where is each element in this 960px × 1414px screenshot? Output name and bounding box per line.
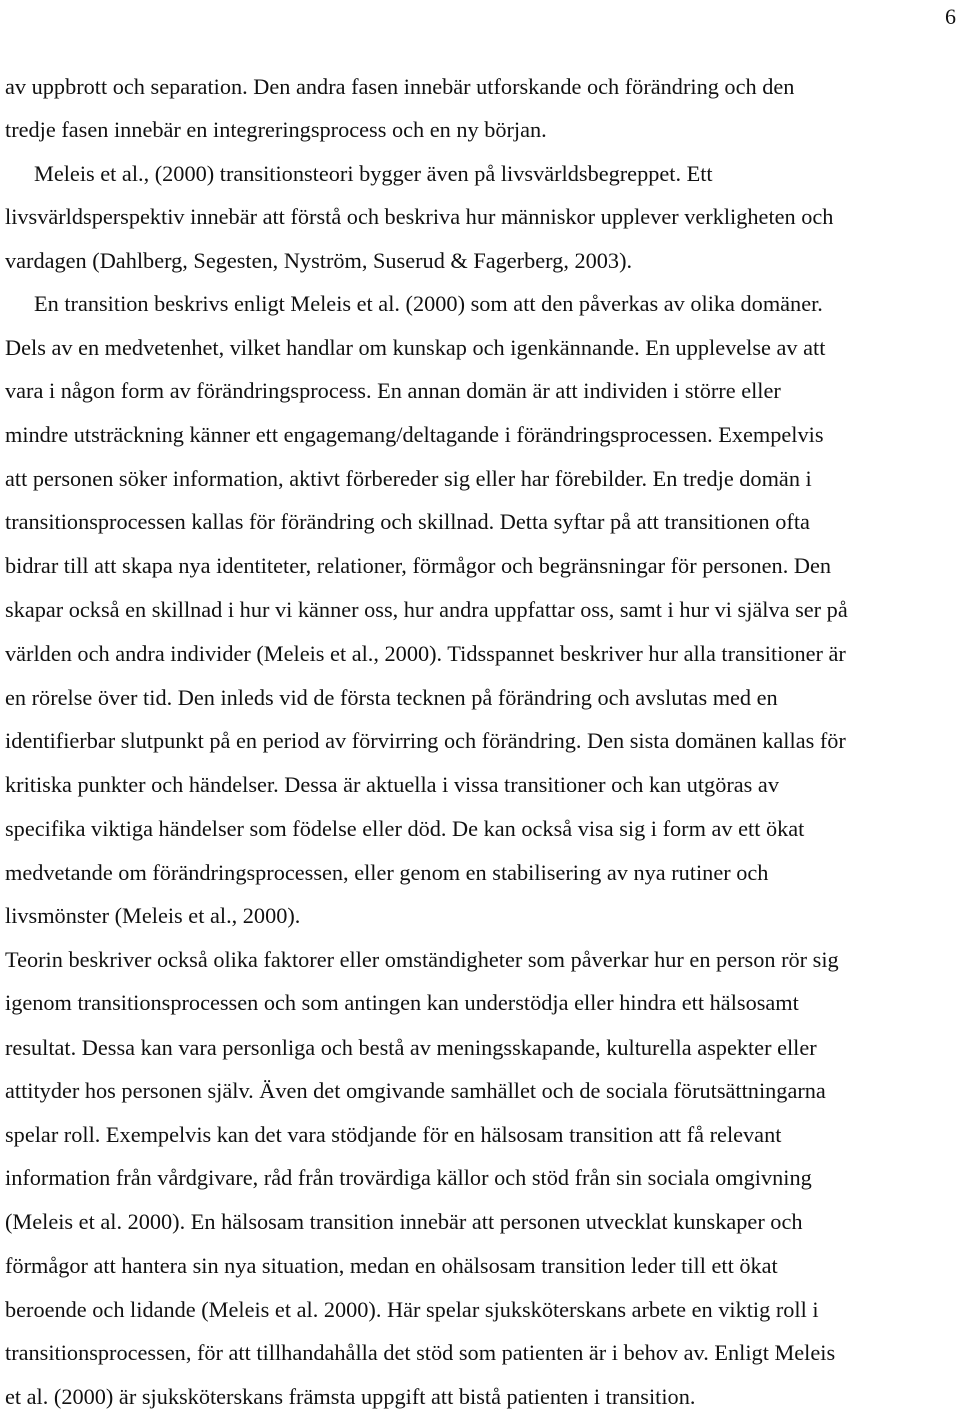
text-line: medvetande om förändringsprocessen, eller genom en stabilisering av nya rutiner och <box>5 860 769 885</box>
text-line: skapar också en skillnad i hur vi känner oss, hur andra uppfattar oss, samt i hur vi själva ser på <box>5 597 848 622</box>
text-line: bidrar till att skapa nya identiteter, relationer, förmågor och begränsningar för personen. Den <box>5 553 831 578</box>
text-line: beroende och lidande (Meleis et al. 2000). Här spelar sjuksköterskans arbete en viktig roll i <box>5 1297 819 1322</box>
text-line: spelar roll. Exempelvis kan det vara stödjande för en hälsosam transition att få relevant <box>5 1122 782 1147</box>
text-line: livsmönster (Meleis et al., 2000). <box>5 903 301 928</box>
text-line: identifierbar slutpunkt på en period av förvirring och förändring. Den sista domänen kallas för <box>5 728 846 753</box>
text-line: transitionsprocessen, för att tillhandahålla det stöd som patienten är i behov av. Enligt Meleis <box>5 1340 836 1365</box>
text-line: specifika viktiga händelser som födelse eller död. De kan också visa sig i form av ett ökat <box>5 816 805 841</box>
text-line: resultat. Dessa kan vara personliga och bestå av meningsskapande, kulturella aspekter eller <box>5 1035 817 1060</box>
text-line: av uppbrott och separation. Den andra fasen innebär utforskande och förändring och den <box>5 74 795 99</box>
text-line: tredje fasen innebär en integreringsprocess och en ny början. <box>5 117 547 142</box>
text-line: förmågor att hantera sin nya situation, medan en ohälsosam transition leder till ett ökat <box>5 1253 778 1278</box>
text-line: Dels av en medvetenhet, vilket handlar om kunskap och igenkännande. En upplevelse av att <box>5 335 826 360</box>
text-line: livsvärldsperspektiv innebär att förstå och beskriva hur människor upplever verkligheten och <box>5 204 834 229</box>
text-line: igenom transitionsprocessen och som antingen kan understödja eller hindra ett hälsosamt <box>5 990 799 1015</box>
text-line: vardagen (Dahlberg, Segesten, Nyström, Suserud & Fagerberg, 2003). <box>5 248 633 273</box>
text-line: att personen söker information, aktivt förbereder sig eller har förebilder. En tredje domän i <box>5 466 812 491</box>
text-line: En transition beskrivs enligt Meleis et al. (2000) som att den påverkas av olika domäner. <box>34 291 823 316</box>
text-line: Meleis et al., (2000) transitionsteori bygger även på livsvärldsbegreppet. Ett <box>34 161 713 186</box>
text-line: Teorin beskriver också olika faktorer eller omständigheter som påverkar hur en person rör sig <box>5 947 839 972</box>
text-line: mindre utsträckning känner ett engagemang/deltagande i förändringsprocessen. Exempelvis <box>5 422 824 447</box>
text-line: (Meleis et al. 2000). En hälsosam transition innebär att personen utvecklat kunskaper och <box>5 1209 803 1234</box>
text-line: kritiska punkter och händelser. Dessa är aktuella i vissa transitioner och kan utgöras av <box>5 772 779 797</box>
page-number: 6 <box>945 4 956 29</box>
text-line: transitionsprocessen kallas för förändring och skillnad. Detta syftar på att transitionen ofta <box>5 509 810 534</box>
text-line: et al. (2000) är sjuksköterskans främsta uppgift att bistå patienten i transition. <box>5 1384 696 1409</box>
text-line: vara i någon form av förändringsprocess. En annan domän är att individen i större eller <box>5 378 781 403</box>
text-line: en rörelse över tid. Den inleds vid de första tecknen på förändring och avslutas med en <box>5 685 778 710</box>
text-line: världen och andra individer (Meleis et al., 2000). Tidsspannet beskriver hur alla transitioner är <box>5 641 846 666</box>
text-line: attityder hos personen själv. Även det omgivande samhället och de sociala förutsättningarna <box>5 1078 826 1103</box>
text-line: information från vårdgivare, råd från trovärdiga källor och stöd från sin sociala omgivning <box>5 1165 812 1190</box>
